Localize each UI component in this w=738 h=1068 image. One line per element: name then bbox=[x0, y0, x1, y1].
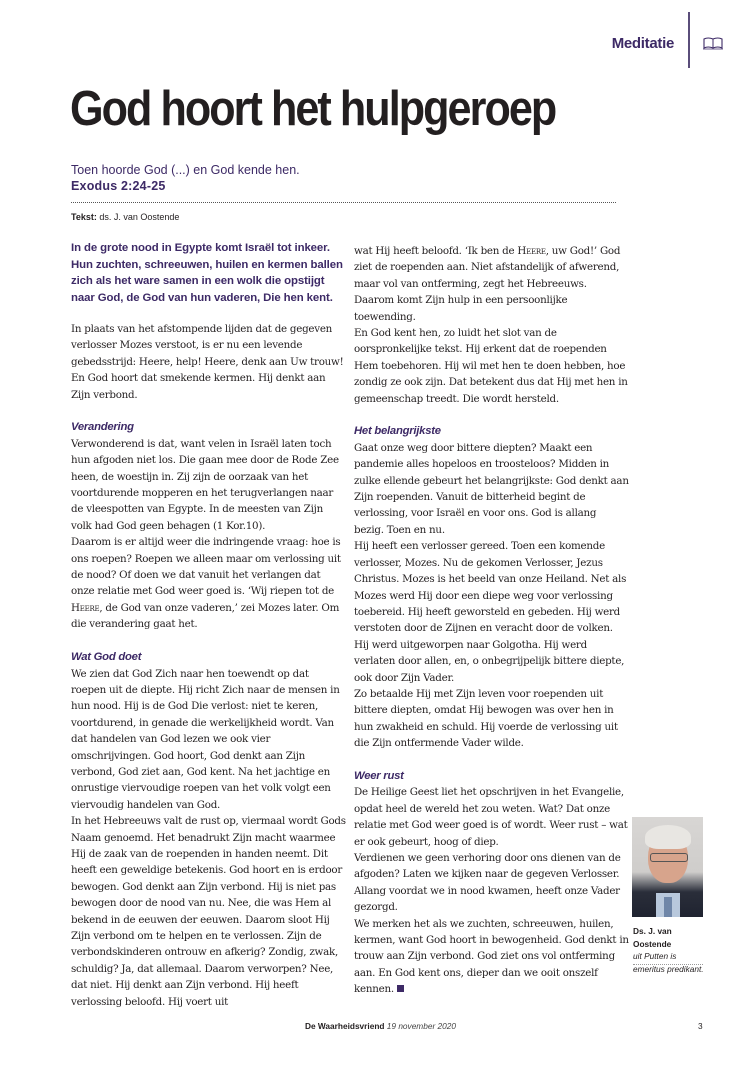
author-name: Ds. J. van Oostende bbox=[633, 926, 672, 949]
subheading-verandering: Verandering bbox=[71, 421, 134, 434]
scripture-reference: Exodus 2:24-25 bbox=[71, 179, 166, 193]
author-photo bbox=[632, 817, 703, 917]
column-left bbox=[71, 240, 346, 1010]
article-title: God hoort het hulpgeroep bbox=[70, 82, 556, 136]
paragraph: En God kent hen, zo luidt het slot van de oorspronkelijke tekst. Hij erkent dat de roependen Hem toebehoren. Hij wil met hen te doen hebben, hoe zondig ze ook zijn. Dat betekent dus dat Hij met hen in gemeenschap treedt. Die wordt hersteld. bbox=[354, 327, 628, 405]
publication-date: 19 november 2020 bbox=[386, 1021, 456, 1031]
author-caption bbox=[633, 925, 705, 975]
paragraph: We merken het als we zuchten, schreeuwen, huilen, kermen, want God hoort in bewogenheid. God denkt in trouw aan Zijn verbond. God ziet ons vol ontferming aan. En God kent ons, dieper dan we ooit onszelf kennen. bbox=[354, 917, 629, 996]
page-number: 3 bbox=[698, 1021, 703, 1031]
paragraph: Gaat onze weg door bittere diepten? Maakt een pandemie alles hopeloos en troosteloos? Midden in zulke ellende gebeurt het belangrijkste: God denkt aan Zijn roependen. Vanuit de bitterheid begint de verlossing, voor Israël en voor ons. God is allang bezig. Toen en nu. bbox=[354, 441, 629, 536]
caption-divider bbox=[633, 964, 703, 965]
subheading-wat-god-doet: Wat God doet bbox=[71, 651, 142, 664]
paragraph: wat Hij heeft beloofd. ‘Ik ben de Heere, uw God!’ God ziet de roependen aan. Niet afstandelijk of afwerend, maar vol van ontferming, zegt het Hebreeuws. Daarom komt Zijn hulp in een persoonlijke toewending. bbox=[354, 245, 621, 323]
intro-paragraph: In plaats van het afstompende lijden dat de gegeven verlosser Mozes verstoot, is er nu een levende gebedsstrijd: Heere, help! Heere, denk aan Uw trouw! En God hoort dat smekende kermen. Hij denkt aan Zijn verbond. bbox=[71, 323, 344, 401]
publication-name: De Waarheidsvriend bbox=[305, 1021, 385, 1031]
author-description: uit Putten is emeritus predikant. bbox=[633, 951, 704, 974]
byline bbox=[71, 212, 179, 222]
paragraph: Daarom is er altijd weer die indringende vraag: hoe is ons roepen? Roepen we alleen maar om verlossing uit de nood? Of doen we dat vanuit het verlangen dat onze relatie met God weer goed is. ‘Wij riepen tot de Heere, de God van onze vaderen,’ zei Mozes later. Om die verandering gaat het. bbox=[71, 536, 341, 631]
paragraph: De Heilige Geest liet het opschrijven in het Evangelie, opdat heel de wereld het zou weten. Wat? Dat onze relatie met God weer goed is of wordt. Weer rust – wat er ook gebeurt, hoog of diep. bbox=[354, 786, 628, 848]
byline-label: Tekst: bbox=[71, 212, 97, 222]
byline-author: ds. J. van Oostende bbox=[99, 212, 180, 222]
lead-paragraph: In de grote nood in Egypte komt Israël tot inkeer. Hun zuchten, schreeuwen, huilen en kermen ballen zich als het ware samen in een wolk die opstijgt naar God, de God van hun vaderen, Die hen kent. bbox=[71, 242, 343, 304]
end-mark-icon bbox=[397, 985, 404, 992]
header-divider bbox=[688, 12, 690, 68]
paragraph: We zien dat God Zich naar hen toewendt op dat roepen uit de diepte. Hij richt Zich naar de mensen in hun nood. Hij is de God Die verlost: niet te keren, voortdurend, in genade die werkelijkheid wordt. Van dat handelen van God lezen we ook vier omschrijvingen. God hoort, God denkt aan Zijn verbond, God ziet aan, God kent. Na het jachtige en onrustige viervoudige roepen van het volk volgt een viervoudig handelen van God. bbox=[71, 667, 340, 811]
divider bbox=[71, 202, 616, 203]
subheading-weer-rust: Weer rust bbox=[354, 769, 404, 782]
subheading-het-belangrijkste: Het belangrijkste bbox=[354, 425, 441, 438]
paragraph: Zo betaalde Hij met Zijn leven voor roependen uit bittere diepten, omdat Hij bewogen was over hen in hun zwakheid en schuld. Hij voerde de verlossing uit die Zijn ontfermende Vader wilde. bbox=[354, 687, 618, 750]
paragraph: Verdienen we geen verhoring door ons dienen van de afgoden? Laten we kijken naar de gegeven Verlosser. Allang voordat we in nood kwamen, heeft onze Vader gezorgd. bbox=[354, 852, 621, 914]
open-book-icon bbox=[703, 36, 723, 50]
column-right bbox=[354, 243, 629, 998]
scripture-quote: Toen hoorde God (...) en God kende hen. bbox=[71, 163, 300, 177]
paragraph: In het Hebreeuws valt de rust op, viermaal wordt Gods Naam genoemd. Het benadrukt Zijn macht waarmee Hij de zaak van de roependen in handen neemt. Dit heeft een geweldige betekenis. God hoort en is erdoor bewogen. God denkt aan Zijn verbond. Hij is niet pas bewogen door de nood van nu. Nee, die was Hem al bekend in de eeuwen der eeuwen. Daarom sloot Hij Zijn verbond om te helpen en te verlossen. Zijn de verbondskinderen ontrouw en afkerig? Zondig, zwak, schuldig? Ja, dat allemaal. Daarom verworpen? Nee, dat niet. Hij denkt aan Zijn verbond. Hij heeft verlossing beloofd. Hij voert uit bbox=[71, 815, 346, 1008]
section-label: Meditatie bbox=[611, 35, 674, 52]
paragraph: Hij heeft een verlosser gereed. Toen een komende verlosser, Mozes. Nu de gekomen Verlosser, Jezus Christus. Mozes is het beeld van onze Heiland. Net als Mozes werd Hij door een diepe weg voor verlossing toebereid. Hij heeft geworsteld en gebeden. Hij werd verstoten door de Zijnen en veracht door de volken. Hij werd uitgeworpen naar Golgotha. Hij werd verlaten door allen, en, o onbegrijpelijk bittere diepte, ook door Zijn Vader. bbox=[354, 540, 627, 684]
small-caps-heere: Heere bbox=[71, 601, 100, 614]
footer-publication bbox=[305, 1021, 456, 1031]
small-caps-heere: Heere bbox=[517, 245, 546, 257]
paragraph: Verwonderend is dat, want velen in Israël laten toch hun afgoden niet los. Die gaan mee door de Rode Zee heen, de woestijn in. Zij zijn de oorzaak van het voortdurende mopperen en het terugverlangen naar de vleespotten van Egypte. In de meesten van Zijn volk had God geen behagen (1 Kor.10). bbox=[71, 437, 339, 532]
